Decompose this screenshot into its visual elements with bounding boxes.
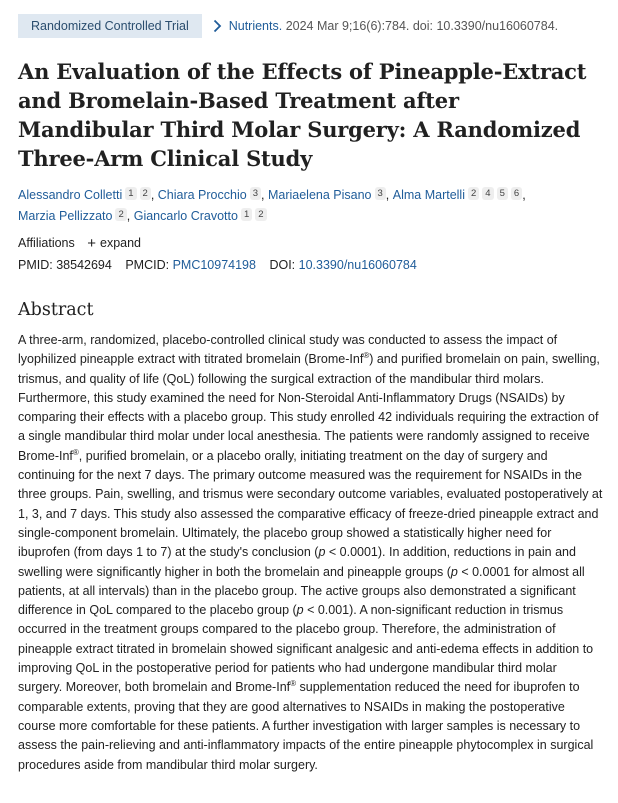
abstract-segment: ® bbox=[72, 447, 79, 457]
abstract-segment: ® bbox=[363, 351, 370, 361]
affiliation-ref-badge[interactable]: 2 bbox=[140, 187, 151, 200]
author-entry bbox=[158, 188, 268, 202]
abstract-segment: < 0.0001). In addition, reductions in pain and swelling were significantly higher in both the bromelain and pineapple groups ( bbox=[18, 545, 576, 579]
plus-icon: + bbox=[87, 235, 96, 252]
author-link[interactable]: Mariaelena Pisano bbox=[267, 188, 372, 202]
pmid-value: 38542694 bbox=[56, 258, 112, 272]
citation-details: 2024 Mar 9;16(6):784. doi: 10.3390/nu16060784. bbox=[282, 19, 559, 33]
pmid-label: PMID: bbox=[18, 258, 53, 272]
author-affiliation-refs bbox=[122, 188, 151, 202]
citation-bar bbox=[18, 14, 558, 38]
author-separator: , bbox=[385, 188, 393, 202]
affiliation-ref-badge[interactable]: 5 bbox=[497, 187, 508, 200]
affiliation-ref-badge[interactable]: 1 bbox=[241, 208, 252, 221]
author-entry bbox=[268, 188, 393, 202]
affiliation-ref-badge[interactable]: 2 bbox=[468, 187, 479, 200]
abstract-segment: A three-arm, randomized, placebo-controlled clinical study was conducted to assess the impact of lyophilized pineapple extract with titrated bromelain (Brome-Inf bbox=[18, 333, 558, 367]
abstract-segment: ) and purified bromelain on pain, swelling, trismus, and quality of life (QoL) following the surgical extraction of the mandibular third molars. Furthermore, this study examined the need for Non-Steroidal Anti-Inflammatory Drugs (NSAIDs) by comparing their effects with a placebo group. This study enrolled 42 individuals requiring the extraction of a single mandibular third molar under local anesthesia. The patients were randomly assigned to receive Brome-Inf bbox=[18, 352, 600, 463]
author-affiliation-refs bbox=[238, 209, 267, 223]
affiliation-ref-badge[interactable]: 3 bbox=[250, 187, 261, 200]
abstract-segment: p bbox=[450, 564, 458, 579]
author-entry bbox=[393, 188, 526, 202]
author-separator: , bbox=[126, 209, 134, 223]
abstract-heading: Abstract bbox=[18, 300, 94, 320]
affiliations-row bbox=[18, 235, 141, 252]
abstract-segment: ® bbox=[290, 679, 297, 689]
doi-label: DOI: bbox=[269, 258, 296, 272]
author-entry bbox=[18, 209, 134, 223]
identifiers-row bbox=[18, 256, 417, 274]
abstract-segment: , purified bromelain, or a placebo orally, initiating treatment on the day of surgery and continuing for the next 7 days. The primary outcome measured was the requirement for NSAIDs in the three groups. Pain, swelling, and trismus were secondary outcome variables, evaluated postoperatively at 1, 3, and 7 days. This study also assessed the comparative efficacy of freeze-dried pineapple extract and single-component bromelain. Ultimately, the placebo group showed a statistically higher need for ibuprofen (from days 1 to 7) at the study's conclusion ( bbox=[18, 448, 603, 560]
author-link[interactable]: Marzia Pellizzato bbox=[18, 209, 113, 223]
affiliation-ref-badge[interactable]: 6 bbox=[511, 187, 522, 200]
abstract-segment: supplementation reduced the need for ibuprofen to comparable extents, proving that they are good alternatives to NSAIDs in making the postoperative course more comfortable for these patients. A further investigation with larger samples is necessary to assess the pain-relieving and anti-inflammatory impacts of the entire pineapple phytocomplex in surgical procedures aside from mandibular third molar surgery. bbox=[18, 680, 594, 772]
affiliations-expand-toggle[interactable] bbox=[78, 236, 141, 250]
author-link[interactable]: Giancarlo Cravotto bbox=[133, 209, 238, 223]
author-list bbox=[18, 185, 603, 227]
chevron-right-icon bbox=[209, 18, 225, 34]
affiliation-ref-badge[interactable]: 3 bbox=[375, 187, 386, 200]
author-entry bbox=[134, 209, 267, 223]
citation bbox=[229, 19, 558, 33]
affiliation-ref-badge[interactable]: 2 bbox=[115, 208, 126, 221]
abstract-segment: < 0.001). A non-significant reduction in trismus occurred in the treatment groups compared to the placebo group. Therefore, the administration of pineapple extract titrated in bromelain showed significant analgesic and anti-edema effects in addition to improving QoL in the postoperative period for patients who had undergone mandibular third molar surgery. Moreover, both bromelain and Brome-Inf bbox=[18, 603, 594, 695]
affiliation-ref-badge[interactable]: 4 bbox=[482, 187, 493, 200]
affiliation-ref-badge[interactable]: 1 bbox=[125, 187, 136, 200]
author-affiliation-refs bbox=[465, 188, 522, 202]
abstract-text bbox=[18, 331, 603, 775]
abstract-segment: < 0.0001 for almost all patients, at all intervals) than in the placebo group. The active groups also demonstrated a significant difference in QoL compared to the placebo group ( bbox=[18, 564, 585, 618]
author-entry bbox=[18, 188, 158, 202]
author-link[interactable]: Alessandro Colletti bbox=[18, 188, 123, 202]
pmcid-label: PMCID: bbox=[125, 258, 170, 272]
affiliations-label: Affiliations bbox=[18, 236, 75, 250]
doi-link[interactable]: 10.3390/nu16060784 bbox=[298, 258, 417, 272]
author-link[interactable]: Chiara Procchio bbox=[157, 188, 247, 202]
author-affiliation-refs bbox=[112, 209, 126, 223]
pmcid-link[interactable]: PMC10974198 bbox=[172, 258, 256, 272]
affiliation-ref-badge[interactable]: 2 bbox=[255, 208, 266, 221]
author-separator: , bbox=[150, 188, 158, 202]
publication-type-badge: Randomized Controlled Trial bbox=[18, 14, 202, 38]
author-affiliation-refs bbox=[247, 188, 261, 202]
author-separator: , bbox=[261, 188, 268, 202]
author-separator: , bbox=[522, 188, 526, 202]
author-link[interactable]: Alma Martelli bbox=[392, 188, 465, 202]
abstract-segment: p bbox=[318, 545, 326, 560]
abstract-segment: p bbox=[296, 603, 304, 618]
author-affiliation-refs bbox=[372, 188, 386, 202]
article-title: An Evaluation of the Effects of Pineapple-Extract and Bromelain-Based Treatment after Mandibular Third Molar Surgery: A Randomized Three-Arm Clinical Study bbox=[18, 59, 587, 171]
journal-link[interactable]: Nutrients. bbox=[228, 19, 283, 33]
expand-label: expand bbox=[100, 236, 142, 250]
